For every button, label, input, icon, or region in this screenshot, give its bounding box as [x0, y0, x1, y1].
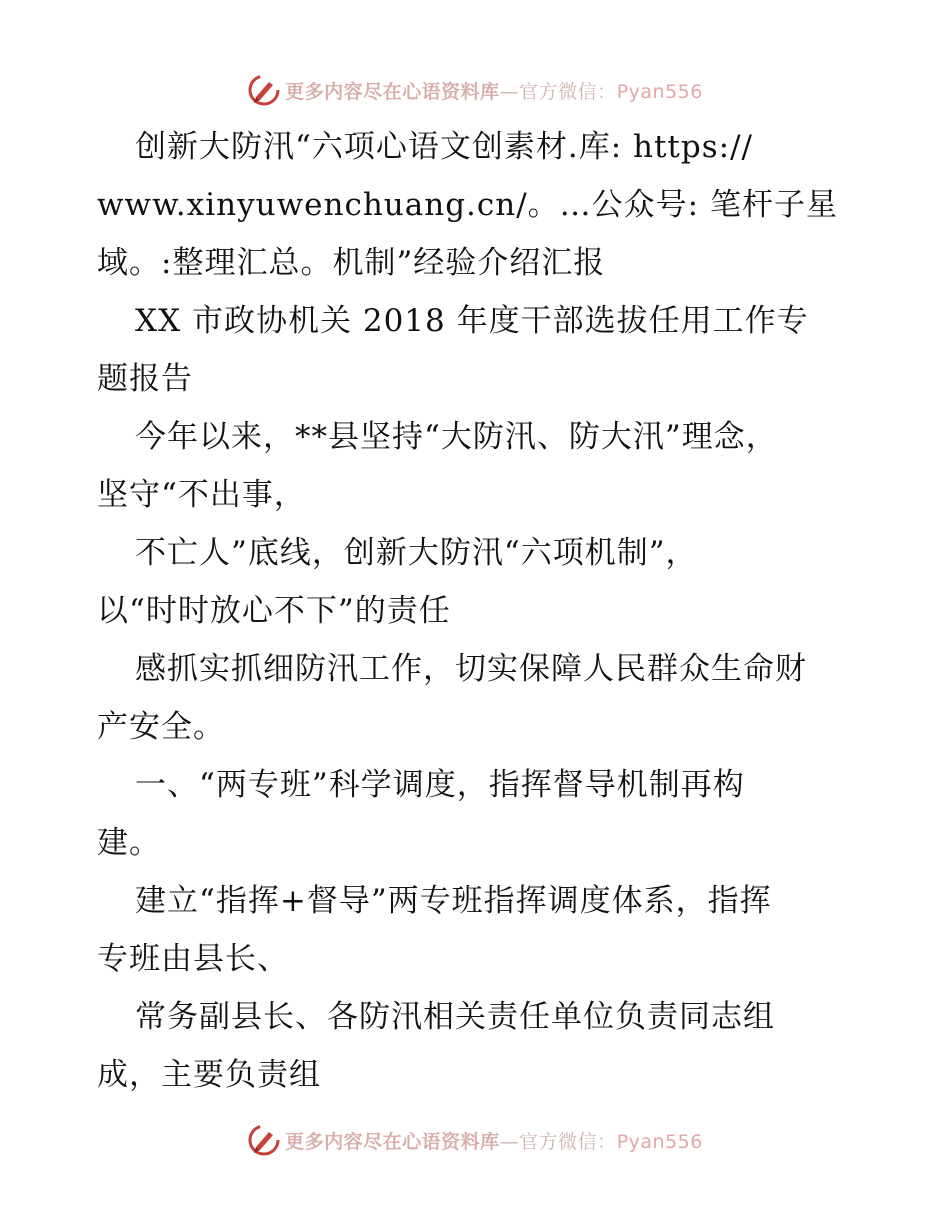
text-line: 不亡人”底线，创新大防汛“六项机制”， [135, 535, 698, 571]
header-watermark-account: Pyan556 [616, 80, 703, 103]
text-line: 感抓实抓细防汛工作，切实保障人民群众生命财 [135, 651, 807, 687]
text-line: 题报告 [97, 361, 193, 397]
text-line: 创新大防汛“六项心语文创素材.库: https:// [135, 129, 753, 165]
text-line: XX 市政协机关 2018 年度干部选拔任用工作专 [135, 303, 809, 339]
footer-watermark-label: 官方微信： [519, 1130, 617, 1153]
text-line: 以“时时放心不下”的责任 [97, 593, 451, 629]
footer-watermark-account: Pyan556 [616, 1130, 703, 1153]
footer-watermark-text [285, 1127, 703, 1154]
text-line: 常务副县长、各防汛相关责任单位负责同志组 [135, 999, 775, 1035]
header-watermark-label: 官方微信： [519, 80, 617, 103]
text-line: 域。:整理汇总。机制”经验介绍汇报 [97, 245, 606, 281]
text-line: 今年以来，**县坚持“大防汛、防大汛”理念， [135, 419, 778, 455]
text-line: 一、“两专班”科学调度，指挥督导机制再构 [135, 767, 745, 803]
text-line: 坚守“不出事， [97, 477, 306, 513]
text-line: 建立“指挥+督导”两专班指挥调度体系，指挥 [135, 883, 772, 919]
footer-watermark-separator: — [499, 1130, 520, 1153]
text-line: www.xinyuwenchuang.cn/。…公众号: 笔杆子星 [97, 187, 838, 223]
header-watermark [0, 70, 950, 110]
pen-logo-icon [247, 73, 281, 107]
footer-watermark-main: 更多内容尽在心语资料库 [285, 1130, 500, 1153]
footer-watermark [0, 1120, 950, 1160]
header-watermark-separator: — [499, 80, 520, 103]
text-line: 建。 [97, 825, 161, 861]
pen-logo-icon [247, 1123, 281, 1157]
header-watermark-main: 更多内容尽在心语资料库 [285, 80, 500, 103]
document-body [97, 118, 857, 1104]
text-line: 成，主要负责组 [97, 1057, 321, 1093]
text-line: 专班由县长、 [97, 941, 289, 977]
text-line: 产安全。 [97, 709, 225, 745]
header-watermark-text [285, 77, 703, 104]
